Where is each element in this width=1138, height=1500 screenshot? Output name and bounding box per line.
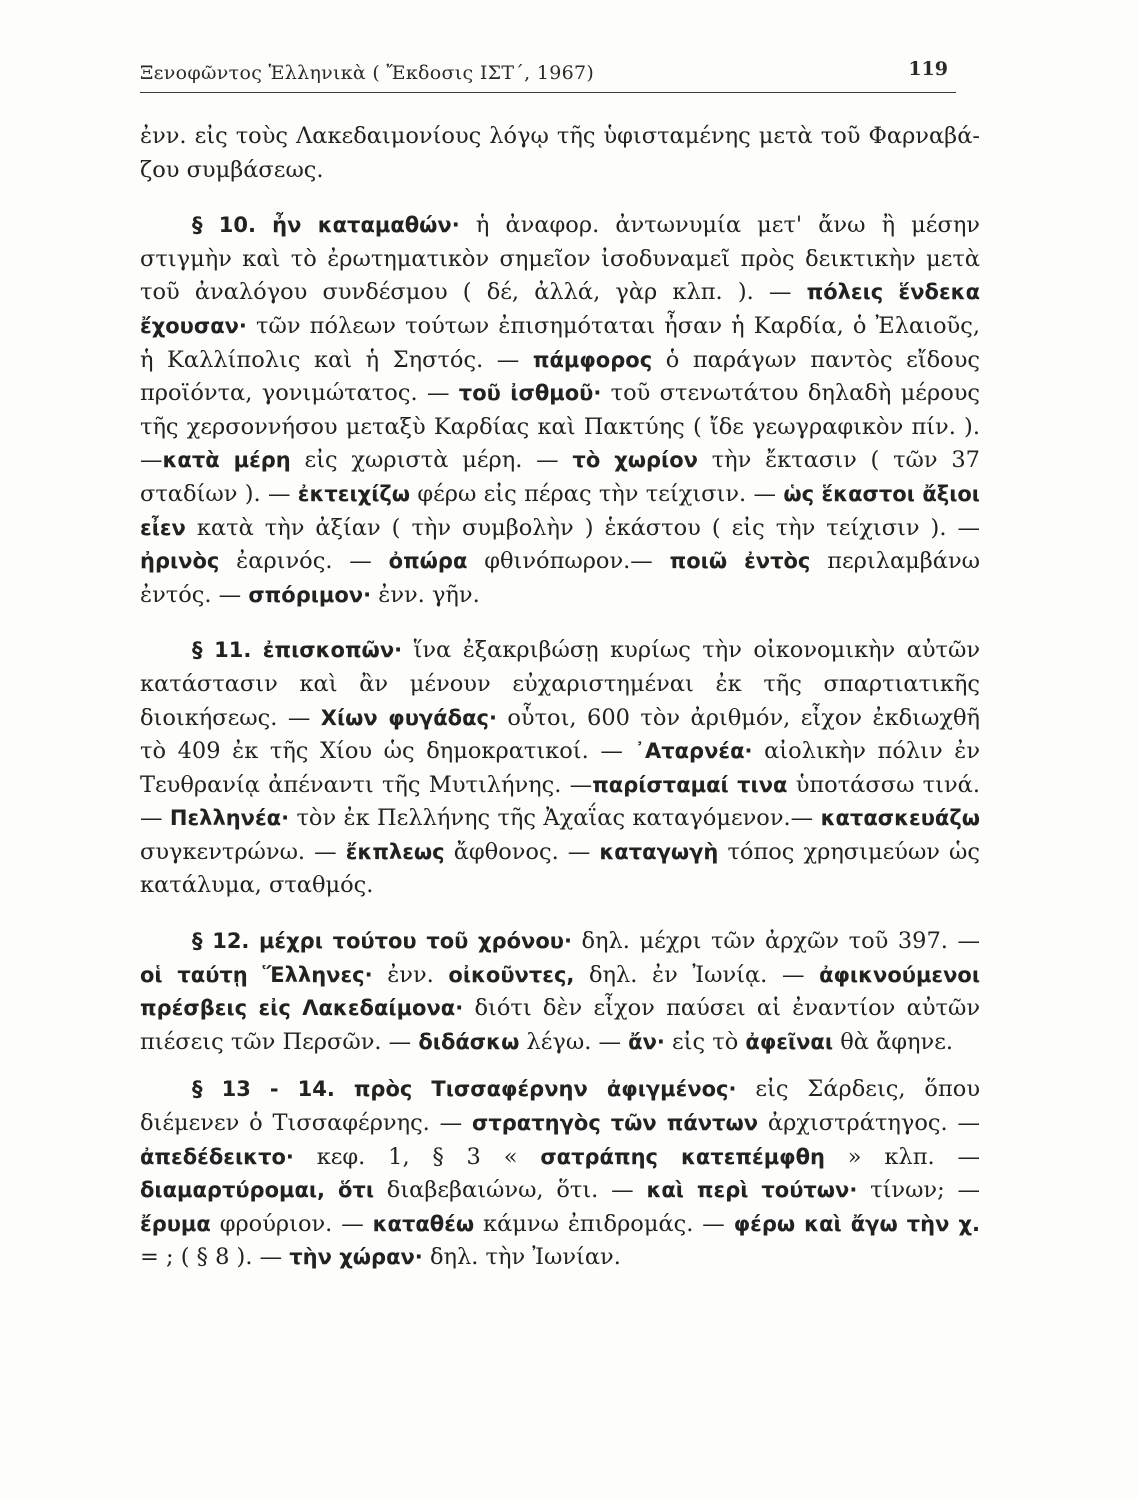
gloss: ἀρχιστράτηγος. — xyxy=(758,1110,980,1137)
lemma: ποιῶ ἐντὸς xyxy=(669,549,811,574)
section-number: § 12. xyxy=(192,929,250,954)
lemma: μέχρι τούτου τοῦ χρόνου· xyxy=(258,929,572,954)
gloss: τόπος χρησιμεύων ὡς κατάλυμα, σταθμός. xyxy=(140,838,980,899)
lemma: ἀπεδέδεικτο· xyxy=(140,1144,294,1169)
section-11 xyxy=(140,634,980,903)
gloss: περιλαμβάνω ἐντός. — xyxy=(140,548,980,608)
gloss: φθινόπωρον.— xyxy=(467,548,670,575)
lemma: ἔκπλεως xyxy=(345,839,445,864)
lemma: σπόριμον· xyxy=(248,582,372,607)
gloss: εἰς χωριστὰ μέρη. — xyxy=(290,447,573,474)
gloss: τίνων; — xyxy=(857,1177,980,1204)
gloss: ὁ παράγων παντὸς εἴδους προϊόντα, γονιμώτατος. — xyxy=(140,346,981,407)
section-number: § 11. xyxy=(192,638,252,663)
lemma: κατὰ μέρη xyxy=(162,448,291,473)
lemma: καταγωγὴ xyxy=(599,839,719,864)
lemma: ὡς ἕκαστοι ἄξιοι εἶεν xyxy=(140,481,980,540)
lemma: ἐκτειχίζω xyxy=(297,481,411,506)
section-12 xyxy=(140,925,980,1059)
gloss: ἐαρινός. — xyxy=(219,548,389,575)
lemma: τοῦ ἰσθμοῦ· xyxy=(458,381,602,406)
lemma: ἦν καταμαθών· xyxy=(272,213,460,238)
commentary-text xyxy=(140,120,980,1275)
lemma: τὸ χωρίον xyxy=(572,448,698,473)
page-number: 119 xyxy=(908,58,948,80)
lemma: ἄν· xyxy=(628,1029,665,1054)
section-number: § 13 - 14. xyxy=(192,1077,335,1102)
lemma: ἀφεῖναι xyxy=(745,1029,834,1054)
section-number: § 10. xyxy=(192,213,256,238)
gloss: = ; ( § 8 ). — xyxy=(140,1244,290,1271)
gloss: κάμνω ἐπιδρομάς. — xyxy=(474,1210,734,1237)
gloss: ἄφθονος. — xyxy=(444,838,600,865)
gloss: λέγω. — xyxy=(519,1028,629,1055)
gloss: συγκεντρώνω. — xyxy=(140,838,346,865)
gloss: ἐνν. xyxy=(372,961,449,988)
gloss: φρούριον. — xyxy=(210,1210,373,1237)
gloss: τοῦ στενωτάτου δηλαδὴ μέρους τῆς χερσοννήσου μεταξὺ Καρδίας καὶ Πακτύης ( ἴδε γεωγραφικὸν πίν. ).— xyxy=(140,380,981,474)
lemma: φέρω καὶ ἄγω τὴν χ. xyxy=(733,1211,980,1236)
lemma: διαμαρτύρομαι, ὅτι xyxy=(140,1178,374,1203)
gloss: » κλπ. — xyxy=(824,1143,980,1170)
gloss: διαβεβαιώνω, ὅτι. — xyxy=(374,1177,647,1204)
section-13-14 xyxy=(140,1073,980,1275)
gloss: οὗτοι, 600 τὸν ἀριθμόν, εἶχον ἐκδιωχθῆ τὸ 409 ἐκ τῆς Χίου ὡς δημοκρατικοί. — xyxy=(140,704,981,765)
lemma: Πελληνέα· xyxy=(169,806,290,831)
lemma: πάμφορος xyxy=(532,347,653,372)
gloss: τῶν πόλεων τούτων ἐπισημόταται ἦσαν ἡ Καρδία, ὁ Ἐλαιοῦς, ἡ Καλλίπολις καὶ ἡ Σηστός. — xyxy=(140,312,980,373)
gloss: δηλ. τὴν Ἰωνίαν. xyxy=(422,1244,621,1271)
lemma: ὀπώρα xyxy=(388,549,468,574)
paragraph-continuation xyxy=(140,120,980,187)
text-run: ἐνν. εἰς τοὺς Λακεδαιμονίους λόγῳ τῆς ὑφισταμένης μετὰ τοῦ Φαρναβά-ζου συμβάσεως. xyxy=(140,123,980,183)
gloss: ἐνν. γῆν. xyxy=(371,581,480,608)
lemma: παρίσταμαί τινα xyxy=(592,772,788,797)
gloss: θὰ ἄφηνε. xyxy=(833,1028,954,1055)
lemma: ᾿Αταρνέα· xyxy=(634,739,753,764)
lemma: στρατηγὸς τῶν πάντων xyxy=(472,1111,759,1136)
lemma: Χίων φυγάδας· xyxy=(320,705,497,730)
header-title: Ξενοφῶντος Ἑλληνικὰ ( Ἔκδοσις ΙΣΤ΄, 1967) xyxy=(140,62,595,84)
gloss: δηλ. ἐν Ἰωνίᾳ. — xyxy=(574,961,820,988)
running-header xyxy=(140,56,956,93)
lemma: διδάσκω xyxy=(418,1029,520,1054)
section-10 xyxy=(140,209,980,612)
lemma: καὶ περὶ τούτων· xyxy=(646,1178,858,1203)
lemma: πρὸς Τισσαφέρνην ἀφιγμένος· xyxy=(353,1077,737,1102)
gloss: ἵνα ἐξακριβώσῃ κυρίως τὴν οἰκονομικὴν αὐτῶν κατάστασιν καὶ ἂν μένουν εὐχαριστημέναι ἐκ τῆς σπαρτιατικῆς διοικήσεως. — xyxy=(140,637,980,731)
lemma: ἐπισκοπῶν· xyxy=(262,638,403,663)
gloss: διότι δὲν εἶχον παύσει αἱ ἐναντίον αὐτῶν πιέσεις τῶν Περσῶν. — xyxy=(140,995,980,1055)
lemma: κατασκευάζω xyxy=(820,806,980,831)
gloss: τὸν ἐκ Πελλήνης τῆς Ἀχαΐας καταγόμενον.— xyxy=(289,805,821,832)
lemma: οἰκοῦντες, xyxy=(448,962,575,987)
gloss: ὑποτάσσω τινά. — xyxy=(140,771,980,832)
lemma: ἠρινὸς xyxy=(140,549,220,574)
lemma: ἀφικνούμενοι πρέσβεις εἰς Λακεδαίμονα· xyxy=(140,962,981,1021)
lemma: οἱ ταύτῃ Ἕλληνες· xyxy=(140,962,373,987)
lemma: τὴν χώραν· xyxy=(289,1245,423,1270)
gloss: αἰολικὴν πόλιν ἐν Τευθρανίᾳ ἀπέναντι τῆς Μυτιλήνης. — xyxy=(140,738,980,798)
gloss: δηλ. μέχρι τῶν ἀρχῶν τοῦ 397. — xyxy=(571,928,981,955)
lemma: σατράπης κατεπέμφθη xyxy=(540,1144,825,1169)
lemma: πόλεις ἕνδεκα ἔχουσαν· xyxy=(140,280,980,338)
gloss: εἰς Σάρδεις, ὅπου διέμενεν ὁ Τισσαφέρνης. — xyxy=(140,1076,980,1137)
gloss: εἰς τὸ xyxy=(664,1028,746,1055)
gloss: κατὰ τὴν ἀξίαν ( τὴν συμβολὴν ) ἑκάστου ( εἰς τὴν τείχισιν ). — xyxy=(185,514,980,541)
lemma: ἔρυμα xyxy=(140,1211,211,1236)
lemma: καταθέω xyxy=(372,1211,475,1236)
gloss: ἡ ἀναφορ. ἀντωνυμία μετ' ἄνω ἢ μέσην στιγμὴν καὶ τὸ ἐρωτηματικὸν σημεῖον ἰσοδυναμεῖ πρὸς δεικτικὴν μετὰ τοῦ ἀναλόγου συνδέσμου ( δέ, ἀλλά, γὰρ κλπ. ). — xyxy=(140,212,980,306)
gloss: τὴν ἔκτασιν ( τῶν 37 σταδίων ). — xyxy=(140,447,980,507)
gloss: φέρω εἰς πέρας τὴν τείχισιν. — xyxy=(410,480,784,507)
gloss: κεφ. 1, § 3 « xyxy=(293,1143,541,1170)
